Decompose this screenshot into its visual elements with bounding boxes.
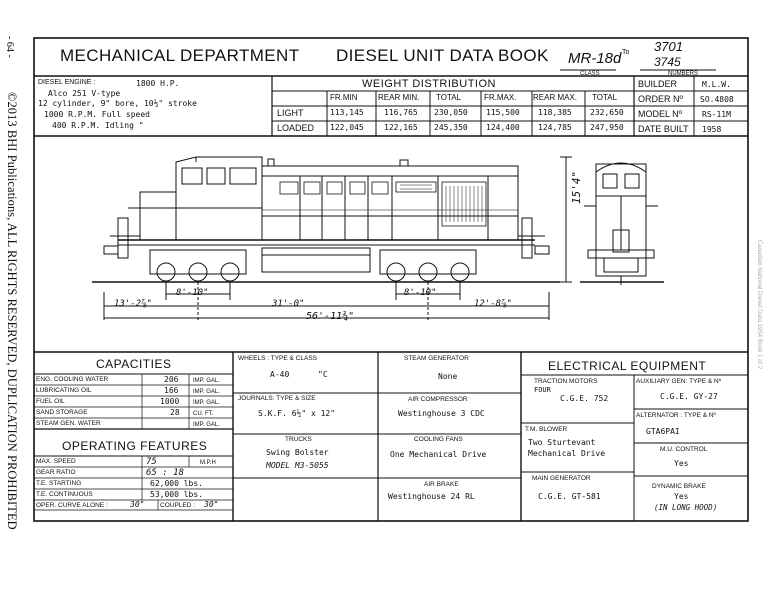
- air-compressor-label: AIR COMPRESSOR: [408, 396, 468, 403]
- engine-label: DIESEL ENGINE :: [38, 79, 96, 86]
- builder-value: M.L.W.: [702, 80, 731, 89]
- weight-header: TOTAL: [592, 93, 618, 102]
- weight-header: FR.MIN: [330, 93, 358, 102]
- alternator-value: GTA6PAI: [646, 427, 680, 436]
- engine-line-3: 1000 R.P.M. Full speed: [44, 110, 150, 119]
- operating-value: 62,000 lbs.: [150, 479, 203, 488]
- dimension-overall-length: 56'-11¾": [306, 311, 355, 322]
- date-built-label: DATE BUILT: [638, 124, 689, 134]
- dimension-height: 15'4": [570, 170, 583, 204]
- dynamic-brake-note: (IN LONG HOOD): [654, 503, 718, 512]
- capacity-unit: IMP. GAL.: [193, 378, 220, 384]
- capacity-value: 166: [164, 386, 179, 395]
- aux-generator-label: AUXILIARY GEN: TYPE & Nº: [636, 378, 722, 385]
- trucks-model: MODEL M3-5055: [266, 461, 329, 470]
- operating-value: 53,000 lbs.: [150, 490, 203, 499]
- curve-alone-label: OPER. CURVE ALONE :: [36, 502, 108, 509]
- main-generator-value: C.G.E. GT-581: [538, 492, 601, 501]
- class-label: CLASS: [580, 71, 600, 77]
- order-label: ORDER Nº: [638, 94, 683, 104]
- class-code: MR-18d: [568, 50, 622, 67]
- unit-number-to: 3745: [654, 55, 681, 69]
- weight-header: REAR MAX.: [533, 93, 578, 102]
- wheels-label: WHEELS : TYPE & CLASS: [238, 355, 317, 362]
- aux-generator-value: C.G.E. GY-27: [660, 392, 718, 401]
- department-title: MECHANICAL DEPARTMENT: [60, 46, 300, 65]
- journals-value: S.K.F. 6½" x 12": [258, 409, 336, 418]
- capacity-value: 1000: [160, 397, 180, 406]
- operating-label: MAX. SPEED: [36, 458, 76, 465]
- weight-header: TOTAL: [436, 93, 462, 102]
- weight-row-label: LIGHT: [277, 108, 304, 118]
- capacity-value: 206: [164, 375, 179, 384]
- builder-label: BUILDER: [638, 79, 678, 89]
- page-number: - 64 -: [4, 36, 15, 58]
- capacity-unit: IMP. GAL.: [193, 422, 220, 428]
- electrical-title: ELECTRICAL EQUIPMENT: [548, 359, 707, 373]
- weight-cell: 232,650: [590, 108, 624, 117]
- book-title: DIESEL UNIT DATA BOOK: [336, 46, 549, 65]
- weight-cell: 116,765: [384, 108, 418, 117]
- weight-cell: 247,950: [590, 123, 624, 132]
- tm-blower-line-2: Mechanical Drive: [528, 449, 606, 458]
- operating-value: 65 : 18: [146, 468, 184, 478]
- steam-generator-label: STEAM GENERATOR: [404, 355, 469, 362]
- weight-cell: 122,045: [330, 123, 364, 132]
- capacity-label: LUBRICATING OIL: [36, 387, 92, 394]
- capacity-label: STEAM GEN. WATER: [36, 420, 101, 427]
- weight-cell: 230,050: [434, 108, 468, 117]
- weight-cell: 122,165: [384, 123, 418, 132]
- weight-cell: 115,500: [486, 108, 520, 117]
- date-built-value: 1958: [702, 125, 722, 134]
- air-brake-value: Westinghouse 24 RL: [388, 492, 475, 501]
- tm-blower-label: T.M. BLOWER: [525, 426, 568, 433]
- dynamic-brake-value: Yes: [674, 492, 689, 501]
- to-label: To: [622, 49, 630, 56]
- model-label: MODEL Nº: [638, 109, 682, 119]
- operating-label: GEAR RATIO: [36, 469, 76, 476]
- wheels-type: A-40: [270, 370, 290, 379]
- numbers-label: NUMBERS: [668, 71, 699, 77]
- capacity-label: SAND STORAGE: [36, 409, 88, 416]
- tm-blower-line-1: Two Sturtevant: [528, 438, 596, 447]
- engine-line-1: Alco 251 V-type: [48, 89, 121, 98]
- alternator-label: ALTERNATOR : TYPE & Nº: [636, 412, 716, 419]
- capacity-unit: IMP. GAL.: [193, 389, 220, 395]
- faint-margin-note: Canadian National Diesel Data 1954 Book 1 of 2: [756, 240, 762, 370]
- steam-generator-value: None: [438, 372, 458, 381]
- model-value: RS-11M: [702, 110, 731, 119]
- weight-header: REAR MIN.: [378, 93, 420, 102]
- operating-value: 75: [146, 457, 157, 467]
- weight-cell: 124,400: [486, 123, 520, 132]
- capacities-title: CAPACITIES: [96, 357, 172, 371]
- traction-motors-label: TRACTION MOTORS: [534, 378, 598, 385]
- dimension-front-overhang: 13'-2⅞": [114, 299, 152, 309]
- main-generator-label: MAIN GENERATOR: [532, 475, 591, 482]
- weight-title: WEIGHT DISTRIBUTION: [362, 78, 496, 90]
- weight-row-label: LOADED: [277, 123, 315, 133]
- cooling-fans-label: COOLING FANS: [414, 436, 463, 443]
- dimension-front-wheelbase: 8'-10": [176, 288, 209, 298]
- curve-coupled-value: 30": [204, 500, 219, 509]
- capacity-unit: IMP. GAL.: [193, 400, 220, 406]
- weight-cell: 113,145: [330, 108, 364, 117]
- operating-title: OPERATING FEATURES: [62, 439, 208, 453]
- air-brake-label: AIR BRAKE: [424, 481, 459, 488]
- dynamic-brake-label: DYNAMIC BRAKE: [652, 483, 706, 490]
- engine-line-2: 12 cylinder, 9" bore, 10½" stroke: [38, 99, 197, 108]
- capacity-label: ENG. COOLING WATER: [36, 376, 109, 383]
- cooling-fans-value: One Mechanical Drive: [390, 450, 487, 459]
- curve-alone-value: 30": [130, 500, 145, 509]
- engine-hp: 1800 H.P.: [136, 79, 180, 88]
- operating-unit: M.P.H: [200, 460, 216, 466]
- copyright-notice: ©2013 BHI Publications, ALL RIGHTS RESERVED, DUPLICATION PROHIBITED: [5, 92, 19, 530]
- capacity-value: 28: [170, 408, 180, 417]
- capacity-label: FUEL OIL: [36, 398, 65, 405]
- traction-motors-value: C.G.E. 752: [560, 394, 609, 403]
- curve-coupled-label: COUPLED :: [160, 502, 196, 509]
- capacity-unit: CU. FT.: [193, 411, 214, 417]
- traction-motors-count: FOUR: [534, 386, 551, 394]
- operating-label: T.E. CONTINUOUS: [36, 491, 93, 498]
- trucks-label: TRUCKS: [285, 436, 312, 443]
- weight-cell: 124,785: [538, 123, 572, 132]
- weight-cell: 118,385: [538, 108, 572, 117]
- mu-control-label: M.U. CONTROL: [660, 446, 708, 453]
- unit-number-from: 3701: [654, 39, 683, 54]
- wheels-class: "C: [318, 370, 328, 379]
- weight-header: FR.MAX.: [484, 93, 517, 102]
- journals-label: JOURNALS: TYPE & SIZE: [238, 395, 316, 402]
- operating-label: T.E. STARTING: [36, 480, 82, 487]
- dimension-rear-overhang: 12'-8⅞": [474, 299, 512, 309]
- trucks-value: Swing Bolster: [266, 448, 329, 457]
- dimension-rear-wheelbase: 8'-10": [404, 288, 437, 298]
- dimension-truck-centers: 31'-0": [272, 299, 305, 309]
- air-compressor-value: Westinghouse 3 CDC: [398, 409, 485, 418]
- order-value: SO.4808: [700, 95, 734, 104]
- engine-line-4: 400 R.P.M. Idling ": [52, 121, 144, 130]
- weight-cell: 245,350: [434, 123, 468, 132]
- mu-control-value: Yes: [674, 459, 689, 468]
